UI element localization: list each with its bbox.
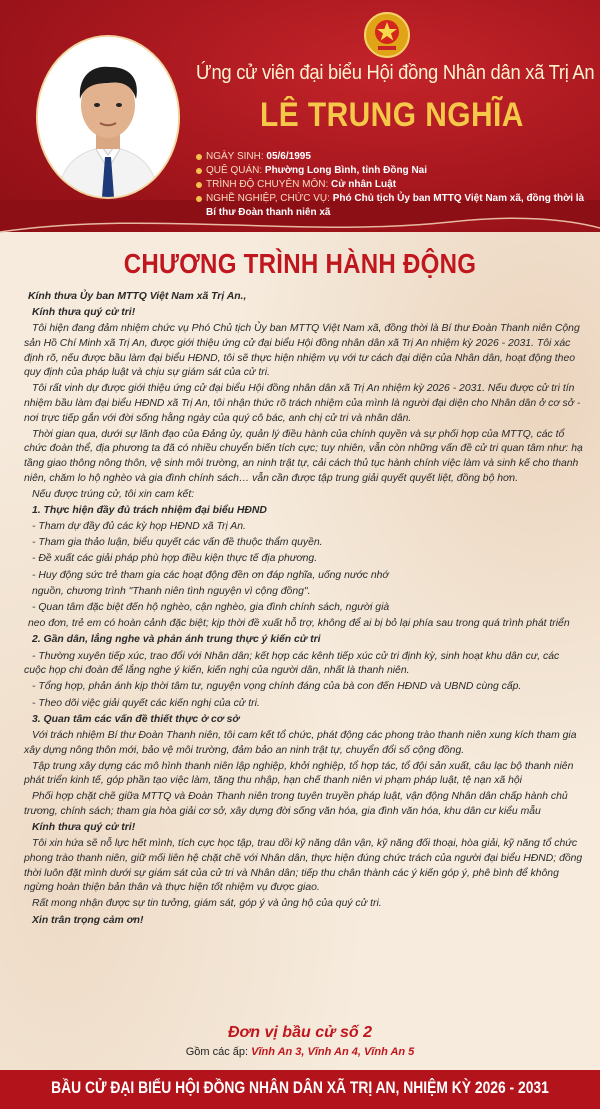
national-emblem-icon	[362, 10, 412, 60]
list-item: neo đơn, trẻ em có hoàn cảnh đặc biệt; kịp thời đề xuất hỗ trợ, không để ai bị bỏ lại phía sau trong quá trình phát triển	[28, 618, 570, 630]
candidate-info-list	[196, 150, 596, 220]
list-item: - Huy động sức trẻ tham gia các hoạt động đền ơn đáp nghĩa, uống nước nhớ	[32, 569, 389, 581]
salutation: Kính thưa Ủy ban MTTQ Việt Nam xã Trị An.,	[28, 291, 247, 302]
paragraph: Tôi rất vinh dự được giới thiệu ứng cử đại biểu Hội đồng nhân dân xã Trị An nhiệm kỳ 2026 - 2031. Nếu được cử tri tín nhiệm bầu làm đại biểu HĐND xã Trị An, tôi nhận thức rõ trách nhiệm của mình là người đại diện cho Nhân dân ở cơ sở - nơi trực tiếp gắn với đời sống hằng ngày của quý cô bác, anh chị cử tri và nhân dân.	[24, 383, 581, 424]
salutation: Kính thưa quý cử tri!	[32, 822, 136, 834]
info-birthdate: NGÀY SINH: 05/6/1995	[196, 150, 596, 164]
list-item: nguồn, chương trình "Thanh niên tình nguyện vì cộng đồng".	[32, 585, 311, 597]
paragraph: Tập trung xây dựng các mô hình thanh niên lập nghiệp, khởi nghiệp, tổ hợp tác, tổ đội sản xuất, câu lạc bộ thanh niên phát triển kinh tế, góp phần tạo việc làm, tăng thu nhập, hạn chế thanh niên vi phạm pháp luật, tệ nạn xã hội	[24, 760, 574, 787]
paragraph: Với trách nhiệm Bí thư Đoàn Thanh niên, tôi cam kết tổ chức, phát động các phong trào thanh niên xung kích tham gia xây dựng nông thôn mới, bảo vệ môi trường, đảm bảo an ninh trật tự, chuyển đổi số cộng đồng.	[24, 729, 577, 756]
list-item: - Tham dự đầy đủ các kỳ họp HĐND xã Trị An.	[32, 521, 246, 533]
commitment-heading: 1. Thực hiện đầy đủ trách nhiệm đại biểu HĐND	[32, 504, 267, 516]
paragraph: Nếu được trúng cử, tôi xin cam kết:	[32, 488, 195, 500]
footer-text: BẦU CỬ ĐẠI BIỂU HỘI ĐỒNG NHÂN DÂN XÃ TRỊ AN, NHIỆM KỲ 2026 - 2031	[51, 1079, 549, 1097]
closing: Xin trân trọng cảm ơn!	[32, 914, 144, 926]
constituency-title: Đơn vị bầu cử số 2	[228, 1024, 372, 1041]
program-title: CHƯƠNG TRÌNH HÀNH ĐỘNG	[123, 248, 477, 279]
info-education: TRÌNH ĐỘ CHUYÊN MÔN: Cử nhân Luật	[196, 178, 596, 192]
paragraph: Phối hợp chặt chẽ giữa MTTQ và Đoàn Thanh niên trong tuyên truyền pháp luật, vận động Nhân dân chấp hành chủ trương, chính sách; tham gia hòa giải cơ sở, xây dựng đời sống văn hóa, gia đình văn hóa, khu dân cư kiểu mẫu	[24, 791, 568, 818]
paragraph: Tôi xin hứa sẽ nỗ lực hết mình, tích cực học tập, trau dồi kỹ năng dân vận, kỹ năng đối thoại, hòa giải, kỹ năng tổ chức phong trào thanh niên, giữ mối liên hệ chặt chẽ với Nhân dân, thực hiện đúng chức trách của người đại biểu HĐND; đồng thời luôn đặt mình dưới sự giám sát của cử tri và Nhân dân; tiếp thu chân thành các ý kiến góp ý, phê bình để không ngừng hoàn thiện bản thân và thực hiện tốt nhiệm vụ được giao.	[24, 838, 583, 894]
list-item: - Quan tâm đặc biệt đến hộ nghèo, cận nghèo, gia đình chính sách, người già	[32, 602, 390, 613]
commitment-heading: 3. Quan tâm các vấn đề thiết thực ở cơ sở	[32, 713, 240, 725]
candidate-title: Ứng cử viên đại biểu Hội đồng Nhân dân xã Trị An	[196, 62, 595, 84]
list-item: - Đề xuất các giải pháp phù hợp điều kiện thực tế địa phương.	[32, 553, 318, 565]
candidate-photo	[36, 35, 180, 199]
paragraph: Thời gian qua, dưới sự lãnh đạo của Đảng ủy, quản lý điều hành của chính quyền và sự phối hợp của MTTQ, các tổ chức đoàn thể, địa phương ta đã có nhiều chuyển biến tích cực; tuy nhiên, vẫn còn những vấn đề cử tri quan tâm như: hạ tầng giao thông nông thôn, vệ sinh môi trường, an ninh trật tự, cải cách thủ tục hành chính việc làm và sinh kế cho thanh niên, chăm lo hộ nghèo và gia đình chính sách… vẫn cần được tập trung giải quyết quyết liệt, đồng bộ hơn.	[24, 428, 583, 484]
info-occupation: NGHỀ NGHIỆP, CHỨC VỤ: Phó Chủ tịch Ủy ban MTTQ Việt Nam xã, đồng thời là Bí thư Đoàn thanh niên xã	[196, 192, 596, 220]
candidate-name: LÊ TRUNG NGHĨA	[260, 96, 524, 134]
paragraph: Tôi hiện đang đảm nhiệm chức vụ Phó Chủ tịch Ủy ban MTTQ Việt Nam xã, đồng thời là Bí thư Đoàn Thanh niên Cộng sản Hồ Chí Minh xã Trị An, được giới thiệu ứng cử đại biểu Hội đồng nhân dân xã Trị An nhiệm kỳ 2026 - 2031. Tôi xác định rõ, nếu được bầu làm đại biểu HĐND, tôi sẽ thực hiện nhiệm vụ với tư cách đại diện của Nhân dân, hoạt động theo quy định của pháp luật và chịu sự giám sát của cử tri.	[24, 323, 580, 379]
commitment-heading: 2. Gần dân, lắng nghe và phản ánh trung thực ý kiến cử tri	[32, 634, 321, 646]
info-hometown: QUÊ QUÁN: Phường Long Bình, tỉnh Đồng Nai	[196, 164, 596, 178]
list-item: - Thường xuyên tiếp xúc, trao đổi với Nhân dân; kết hợp các kênh tiếp xúc cử tri định kỳ, sinh hoạt khu dân cư, các cuộc họp chi đoàn để lắng nghe ý kiến, kiến nghị của người dân, nhất là thanh niên.	[24, 650, 560, 677]
list-item: - Tham gia thảo luận, biểu quyết các vấn đề thuộc thẩm quyền.	[32, 537, 323, 549]
program-body	[24, 290, 584, 930]
salutation: Kính thưa quý cử tri!	[32, 307, 136, 319]
list-item: - Theo dõi việc giải quyết các kiến nghị của cử tri.	[32, 697, 260, 709]
constituency-areas: Gồm các ấp: Vĩnh An 3, Vĩnh An 4, Vĩnh An 5	[185, 1046, 415, 1058]
list-item: - Tổng hợp, phản ánh kịp thời tâm tư, nguyện vọng chính đáng của bà con đến HĐND và UBND cùng cấp.	[32, 681, 522, 693]
paragraph: Rất mong nhận được sự tin tưởng, giám sát, góp ý và ủng hộ của quý cử tri.	[32, 898, 382, 910]
